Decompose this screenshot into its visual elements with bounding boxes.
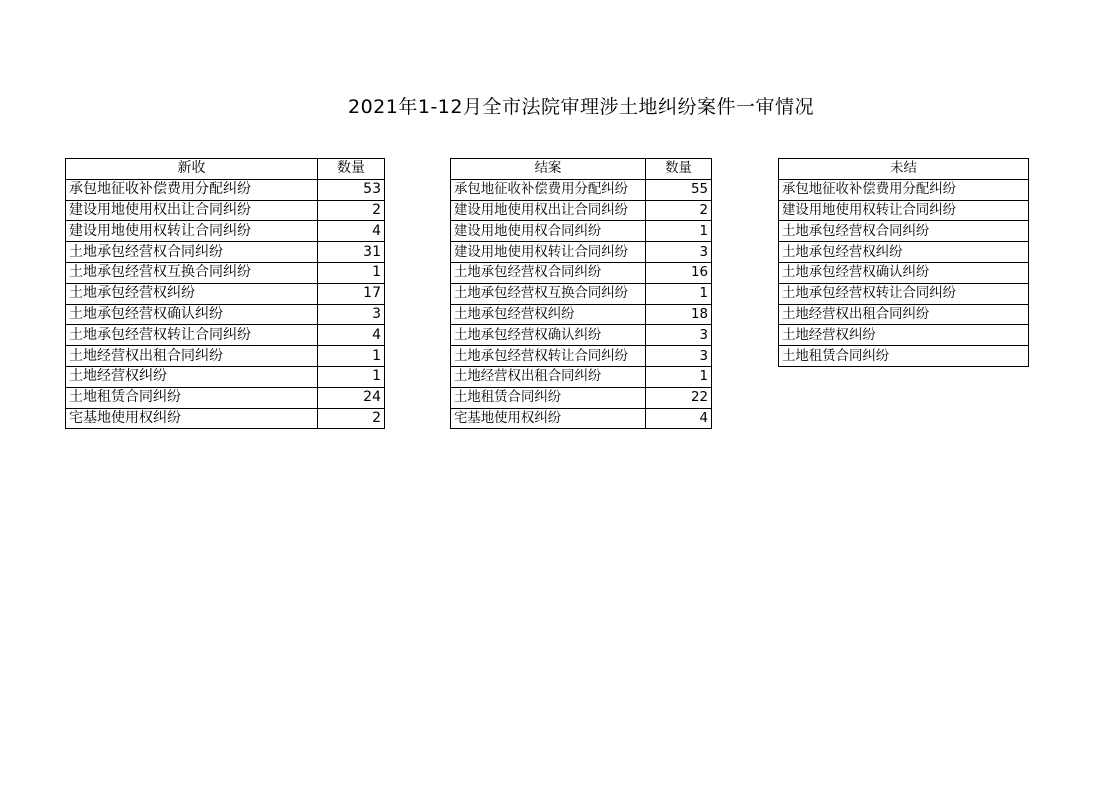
case-type-cell: 土地承包经营权合同纠纷	[451, 262, 646, 283]
table-row	[451, 179, 712, 200]
table-row	[451, 366, 712, 387]
table-row	[779, 179, 1029, 200]
page-title: 2021年1-12月全市法院审理涉土地纠纷案件一审情况	[348, 96, 814, 118]
count-cell: 18	[646, 304, 712, 325]
count-cell: 55	[646, 179, 712, 200]
table-row	[451, 283, 712, 304]
table-row	[451, 262, 712, 283]
table-row	[451, 242, 712, 263]
new-cases-table	[65, 158, 385, 429]
case-type-cell: 承包地征收补偿费用分配纠纷	[779, 179, 1029, 200]
count-cell: 4	[646, 408, 712, 429]
closed-cases-table	[450, 158, 712, 429]
count-cell: 16	[646, 262, 712, 283]
case-type-cell: 建设用地使用权出让合同纠纷	[66, 200, 318, 221]
table-row	[779, 325, 1029, 346]
case-type-cell: 建设用地使用权转让合同纠纷	[779, 200, 1029, 221]
table-row	[66, 408, 385, 429]
table-header-row	[66, 159, 385, 180]
table-row	[779, 262, 1029, 283]
count-cell: 53	[318, 179, 385, 200]
table-row	[66, 325, 385, 346]
table-row	[451, 408, 712, 429]
count-cell: 3	[646, 242, 712, 263]
case-type-cell: 土地承包经营权互换合同纠纷	[66, 262, 318, 283]
count-cell: 3	[646, 325, 712, 346]
table-row	[66, 242, 385, 263]
count-cell: 1	[646, 283, 712, 304]
count-cell: 24	[318, 387, 385, 408]
case-type-cell: 土地经营权纠纷	[779, 325, 1029, 346]
table-row	[66, 387, 385, 408]
case-type-cell: 土地承包经营权确认纠纷	[779, 262, 1029, 283]
case-type-cell: 承包地征收补偿费用分配纠纷	[451, 179, 646, 200]
count-cell: 1	[318, 262, 385, 283]
case-type-cell: 土地承包经营权确认纠纷	[66, 304, 318, 325]
case-type-cell: 土地承包经营权转让合同纠纷	[451, 346, 646, 367]
count-cell: 1	[318, 366, 385, 387]
case-type-cell: 土地租赁合同纠纷	[66, 387, 318, 408]
table-row	[451, 221, 712, 242]
case-type-cell: 建设用地使用权出让合同纠纷	[451, 200, 646, 221]
count-cell: 1	[646, 221, 712, 242]
table-row	[779, 200, 1029, 221]
table-row	[66, 283, 385, 304]
table-header-row	[779, 159, 1029, 180]
column-header-name: 新收	[66, 159, 318, 180]
case-type-cell: 土地承包经营权转让合同纠纷	[779, 283, 1029, 304]
case-type-cell: 土地租赁合同纠纷	[779, 346, 1029, 367]
count-cell: 17	[318, 283, 385, 304]
table-row	[451, 346, 712, 367]
table-row	[779, 242, 1029, 263]
table-row	[66, 179, 385, 200]
table-row	[451, 200, 712, 221]
case-type-cell: 宅基地使用权纠纷	[451, 408, 646, 429]
table-row	[66, 200, 385, 221]
count-cell: 3	[646, 346, 712, 367]
table-row	[66, 262, 385, 283]
case-type-cell: 土地承包经营权互换合同纠纷	[451, 283, 646, 304]
case-type-cell: 土地承包经营权纠纷	[66, 283, 318, 304]
case-type-cell: 承包地征收补偿费用分配纠纷	[66, 179, 318, 200]
case-type-cell: 土地承包经营权纠纷	[779, 242, 1029, 263]
case-type-cell: 土地经营权出租合同纠纷	[779, 304, 1029, 325]
count-cell: 4	[318, 221, 385, 242]
table-row	[66, 221, 385, 242]
case-type-cell: 建设用地使用权转让合同纠纷	[66, 221, 318, 242]
case-type-cell: 土地租赁合同纠纷	[451, 387, 646, 408]
table-header-row	[451, 159, 712, 180]
case-type-cell: 土地承包经营权转让合同纠纷	[66, 325, 318, 346]
case-type-cell: 土地承包经营权合同纠纷	[779, 221, 1029, 242]
table-row	[66, 366, 385, 387]
column-header-name: 未结	[779, 159, 1029, 180]
case-type-cell: 宅基地使用权纠纷	[66, 408, 318, 429]
table-row	[779, 304, 1029, 325]
table-row	[451, 325, 712, 346]
case-type-cell: 土地承包经营权确认纠纷	[451, 325, 646, 346]
table-row	[451, 304, 712, 325]
table-row	[66, 304, 385, 325]
table-row	[451, 387, 712, 408]
case-type-cell: 土地经营权纠纷	[66, 366, 318, 387]
case-type-cell: 建设用地使用权转让合同纠纷	[451, 242, 646, 263]
count-cell: 2	[646, 200, 712, 221]
count-cell: 1	[318, 346, 385, 367]
count-cell: 22	[646, 387, 712, 408]
count-cell: 3	[318, 304, 385, 325]
pending-cases-table	[778, 158, 1029, 367]
count-cell: 31	[318, 242, 385, 263]
case-type-cell: 土地经营权出租合同纠纷	[66, 346, 318, 367]
count-cell: 2	[318, 200, 385, 221]
count-cell: 2	[318, 408, 385, 429]
case-type-cell: 土地承包经营权纠纷	[451, 304, 646, 325]
count-cell: 4	[318, 325, 385, 346]
column-header-count: 数量	[318, 159, 385, 180]
table-row	[66, 346, 385, 367]
column-header-count: 数量	[646, 159, 712, 180]
table-row	[779, 283, 1029, 304]
case-type-cell: 土地承包经营权合同纠纷	[66, 242, 318, 263]
case-type-cell: 土地经营权出租合同纠纷	[451, 366, 646, 387]
case-type-cell: 建设用地使用权合同纠纷	[451, 221, 646, 242]
table-row	[779, 346, 1029, 367]
count-cell: 1	[646, 366, 712, 387]
column-header-name: 结案	[451, 159, 646, 180]
table-row	[779, 221, 1029, 242]
